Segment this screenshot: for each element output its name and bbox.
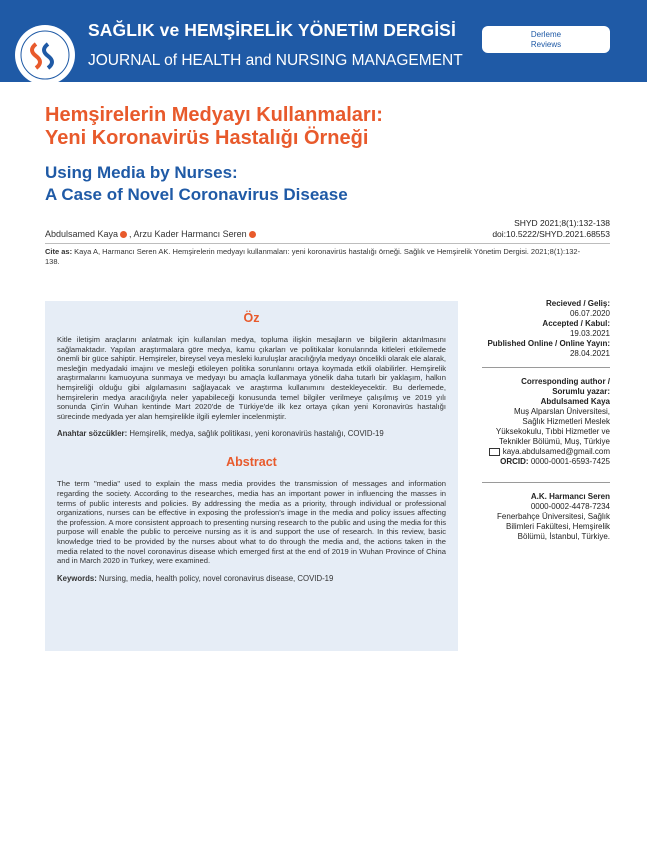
orcid-icon[interactable]: [120, 231, 127, 238]
citation-ref-block: [492, 218, 610, 240]
oz-text: Kitle iletişim araçlarını anlatmak için kullanılan medya, topluma ilişkin mesajların ve bilgilerin aktarılmasını sağlamaktadır. Yapılan araştırmalara göre medya, kamu çıkarları ve politikalar konularında kitleleri etkilemede önemli bir güce sahiptir. Hemşireler, bireysel veya mesleki kuruluşlar aracılığıyla medyayı öncelikli olarak ele alarak, mesleğin medyadaki imajını ve mesleği etkileyen politika sorunlarını ortaya koymada etkili olabilirler. Hemşirelik araştırmalarını kamuoyuna sunmaya ve medyayı bu amaçla kullanmaya yönelik daha tutarlı bir yaklaşım, halkın hemşireliği olduğu gibi algılamasını sağlayacak ve araştırma kullanımını destekleyecektir. Bu derlemede, hemşirelerin medya aracılığıyla neler yapabileceği konusunda temel bilgiler verilmeye çalışılmış ve 2019 yılı sonunda Çin'in Wuhan kentinde Mart 2020'de de Türkiye'de ilk kez ortaya çıkan yeni Koronavirüs hastalığı sürecinde medyada yer alan hemşirelikle ilgili eylemler incelenmiştir.: [57, 335, 446, 421]
corresponding-author-block: [489, 377, 610, 467]
received-label: Recieved / Geliş:: [545, 299, 610, 308]
keywords-en: [57, 574, 446, 584]
journal-title-en-bold: JOURNAL: [88, 52, 160, 69]
corresponding-label-2: Sorumlu yazar:: [552, 387, 610, 396]
corresponding-email[interactable]: kaya.abdulsamed@gmail.com: [502, 447, 610, 456]
article-type-tr: Derleme: [530, 30, 562, 39]
journal-title-tr: SAĞLIK ve HEMŞİRELİK YÖNETİM DERGİSİ: [88, 20, 456, 40]
dates-block: [487, 299, 610, 359]
author-list: [45, 229, 258, 239]
corresponding-name: Abdulsamed Kaya: [540, 397, 610, 406]
corresponding-orcid[interactable]: 0000-0001-6593-7425: [528, 457, 610, 466]
divider: [45, 243, 610, 244]
article-type-en: Reviews: [530, 40, 562, 49]
journal-logo-icon: [14, 24, 76, 86]
article-title-en-line2: A Case of Novel Coronavirus Disease: [45, 185, 348, 204]
journal-title-en-rest: of HEALTH and NURSING MANAGEMENT: [159, 52, 463, 69]
corresponding-affil-3: Yüksekokulu, Tıbbi Hizmetler ve: [495, 427, 610, 436]
article-title-tr: [45, 104, 383, 150]
corresponding-affil-2: Sağlık Hizmetleri Meslek: [522, 417, 610, 426]
doi[interactable]: doi:10.5222/SHYD.2021.68553: [492, 229, 610, 239]
keywords-en-label: Keywords:: [57, 573, 97, 583]
author-2: , Arzu Kader Harmancı Seren: [129, 229, 247, 239]
article-title-tr-line2: Yeni Koronavirüs Hastalığı Örneği: [45, 127, 369, 149]
accepted-date: 19.03.2021: [569, 329, 610, 338]
keywords-tr-values: Hemşirelik, medya, sağlık politikası, yeni koronavirüs hastalığı, COVID-19: [127, 429, 384, 439]
abstract-heading: Abstract: [226, 455, 277, 470]
corresponding-affil-1: Muş Alparslan Üniversitesi,: [513, 407, 610, 416]
keywords-tr: [57, 429, 446, 439]
accepted-label: Accepted / Kabul:: [542, 319, 610, 328]
keywords-en-values: Nursing, media, health policy, novel coronavirus disease, COVID-19: [96, 573, 334, 583]
abstract-box: [45, 301, 458, 651]
citation-ref: SHYD 2021;8(1):132-138: [514, 218, 610, 228]
second-author-affil-3: Bölümü, İstanbul, Türkiye.: [517, 532, 610, 541]
corresponding-affil-4: Teknikler Bölümü, Muş, Türkiye: [499, 437, 610, 446]
article-title-en-line1: Using Media by Nurses:: [45, 163, 238, 182]
second-author-affil-2: Bilimleri Fakültesi, Hemşirelik: [505, 522, 610, 531]
oz-heading: Öz: [243, 311, 260, 325]
cite-text: Kaya A, Harmancı Seren AK. Hemşirelerin medyayı kullanmaları: yeni koronavirüs hastalığı örneği. Sağlık ve Hemşirelik Yönetim Dergisi. 2021;8(1):132-138.: [45, 247, 581, 266]
corresponding-label-1: Corresponding author /: [521, 377, 610, 386]
article-title-en: [45, 162, 348, 206]
published-label: Published Online / Online Yayın:: [487, 339, 610, 348]
cite-as: [45, 247, 585, 266]
side-divider: [482, 367, 610, 368]
side-divider: [482, 482, 610, 483]
second-author-name: A.K. Harmancı Seren: [530, 492, 610, 501]
second-author-orcid[interactable]: 0000-0002-4478-7234: [530, 502, 610, 511]
second-author-affil-1: Fenerbahçe Üniversitesi, Sağlık: [497, 512, 610, 521]
article-type-badge: [482, 26, 610, 53]
author-1: Abdulsamed Kaya: [45, 229, 119, 239]
article-title-tr-line1: Hemşirelerin Medyayı Kullanmaları:: [45, 104, 383, 126]
orcid-icon[interactable]: [249, 231, 256, 238]
abstract-text: The term "media" used to explain the mass media provides the transmission of messages and information regarding the society. According to the researches, media has an important power in influencing the masses in terms of public interests and policies. By addressing the media as a priority, through individual or professional organizations, nurses can be effective in exposing the profession's image in the media and policy issues affecting the profession. A more consistent approach to presenting nursing research to the public and using the media for this purpose will enable the public to perceive nursing as it is and support the use of research. In this review, basic knowledge tried to be provided by the nurses about what to do through the media and, the actions taken in the media related to the novel coronavirus disease which emerged first at the end of 2019 in Wuhan Province of China and in March 2020 in Turkey, were examined.: [57, 479, 446, 566]
mail-icon: [489, 448, 500, 456]
keywords-tr-label: Anahtar sözcükler:: [57, 429, 128, 439]
cite-label: Cite as:: [45, 247, 73, 256]
received-date: 06.07.2020: [569, 309, 610, 318]
published-date: 28.04.2021: [569, 349, 610, 358]
journal-title-en: [88, 52, 463, 70]
orcid-label: ORCID:: [500, 457, 529, 466]
second-author-block: [497, 492, 610, 542]
